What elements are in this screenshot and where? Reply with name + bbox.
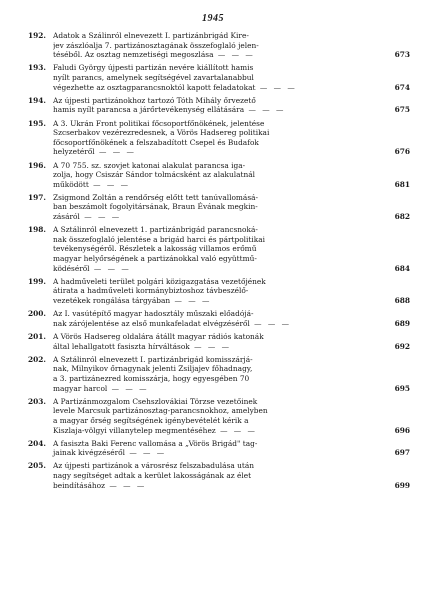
entry-title [53, 355, 384, 393]
entry-page-number: 692 [394, 341, 410, 351]
entry-title-text: nak, Milnyikov őrnagynak jelenti Zsiljajev főhadnagy, [53, 364, 253, 374]
entry-page-number: 688 [394, 296, 410, 305]
entry-title-text: főcsoportfőnökének a felszabadított Csepel és Budafok [53, 137, 259, 147]
toc-entry [28, 161, 410, 190]
entry-title-text: magyar helyőrségének a partizánokkal való együttmű- [53, 254, 257, 264]
entry-title-line [53, 254, 384, 264]
entry-page-number: 682 [394, 212, 410, 222]
entry-title-text: hamis nyílt parancsa a járőrtevékenység ellátására [53, 105, 245, 115]
entry-title-text: nyílt parancs, amelynek segítségével zavartalanabbul [53, 72, 254, 82]
entry-title-line [53, 384, 384, 394]
leader-dashes: — — — [215, 425, 257, 435]
entry-number: 202. [28, 354, 47, 364]
leader-dashes: — — — [105, 480, 147, 490]
entry-title-line [53, 244, 384, 254]
entry-title-line [53, 73, 384, 83]
toc-entry [28, 96, 410, 115]
entry-title-line [53, 332, 384, 342]
leader-dashes: — — — [88, 179, 131, 189]
entry-title-line [53, 471, 384, 481]
leader-dashes: — — — [244, 105, 286, 115]
leader-dashes: — — — [107, 383, 149, 393]
entry-title-text: zolja, hogy Csiszár Sándor tolmácsként az alakulatnál [53, 170, 256, 180]
toc-entry [28, 193, 410, 222]
entry-title [53, 397, 384, 435]
entry-title-line [53, 406, 384, 416]
entry-title [53, 439, 384, 458]
entry-title-line [53, 286, 384, 296]
toc-entry [28, 309, 410, 328]
entry-title-text: A hadműveleti terület polgári közigazgatása vezetőjének [53, 276, 266, 286]
entry-title [53, 96, 384, 115]
entry-number: 201. [28, 331, 47, 341]
entry-page-number: 681 [394, 179, 410, 189]
entry-title-text: a magyar őrség segítségének igénybevételét kérik a [53, 415, 249, 425]
entry-title-line [53, 426, 384, 436]
entry-title-line [53, 105, 384, 115]
entry-page-number: 689 [394, 318, 410, 328]
entry-number: 192. [28, 31, 47, 40]
entry-page-number: 673 [394, 50, 410, 60]
entry-title-text: Adatok a Szálinról elnevezett I. partizánbrigád Kire- [53, 31, 249, 40]
entry-title [53, 461, 384, 490]
entry-title-line [53, 439, 384, 449]
leader-dashes: — — — [79, 212, 122, 222]
entry-title-text: A Sztálinról elnevezett I. partizánbrigád komisszárjá- [53, 354, 253, 364]
entry-title-line [53, 416, 384, 426]
entry-title [53, 332, 384, 351]
toc-entry [28, 31, 410, 60]
entry-title [53, 309, 384, 328]
entry-title-line [53, 397, 384, 407]
toc-entry [28, 461, 410, 490]
leader-dashes: — — — [255, 82, 297, 92]
entry-title-line [53, 225, 384, 235]
entry-title-text: jev zászlóalja 7. partizánosztagának összefoglaló jelen- [53, 40, 259, 50]
entry-title-line [53, 202, 384, 212]
entry-title-line [53, 147, 384, 157]
entry-title-line [53, 296, 384, 306]
entry-number: 200. [28, 309, 47, 319]
entry-title-text: Zsigmond Zoltán a rendőrség előtt tett tanúvallomásá- [53, 192, 259, 202]
leader-dashes: — — — [249, 318, 292, 328]
entry-title-line [53, 119, 384, 129]
entry-page-number: 697 [394, 448, 410, 458]
entry-title-line [53, 448, 384, 458]
entry-title-line [53, 96, 384, 106]
entry-title-text: Faludi György újpesti partizán nevére kiállított hamis [53, 63, 254, 73]
entry-title-text: magyar harcol [53, 383, 108, 393]
entry-title-line [53, 128, 384, 138]
entry-number: 196. [28, 160, 47, 170]
entry-number: 198. [28, 225, 47, 235]
entry-page-number: 696 [394, 425, 410, 435]
entry-title-line [53, 161, 384, 171]
entry-title-text: nak zárójelentése az első munkafeladat elvégzéséről [53, 318, 250, 328]
entry-title [53, 63, 384, 92]
entry-title-text: levele Marcsuk partizánosztag-parancsnokhoz, amelyben [53, 406, 268, 416]
entry-number: 203. [28, 396, 47, 406]
entry-title-text: végezhette az osztagparancsnoktól kapott feladatokat [53, 82, 256, 92]
entry-title [53, 119, 384, 157]
entry-title-text: A 70 755. sz. szovjet katonai alakulat parancsa iga- [53, 160, 246, 170]
entry-title-line [53, 193, 384, 203]
entry-title-line [53, 264, 384, 274]
entry-page-number: 684 [394, 263, 410, 273]
entry-title-line [53, 50, 384, 60]
leader-dashes: — — — [94, 147, 136, 157]
entry-title-text: helyzetéről [53, 147, 95, 157]
toc-entry [28, 332, 410, 351]
entry-title-text: Szcserbakov vezérezredesnek, a Vörös Hadsereg politikai [53, 128, 270, 138]
entry-number: 197. [28, 192, 47, 202]
entry-title-line [53, 63, 384, 73]
page-header-year: 1945 [202, 13, 224, 24]
entry-title-text: A Sztálinról elnevezett 1. partizánbrigád parancsnoká- [53, 225, 258, 235]
entry-title-line [53, 170, 384, 180]
entry-title [53, 277, 384, 306]
toc-entry [28, 277, 410, 306]
entry-title-line [53, 31, 384, 41]
entry-title-line [53, 355, 384, 365]
entry-number: 204. [28, 438, 47, 448]
leader-dashes: — — — [213, 50, 255, 60]
entry-title-line [53, 180, 384, 190]
entry-title-line [53, 138, 384, 148]
entry-title-text: vezetékek rongálása tárgyában [53, 296, 171, 305]
entry-title-text: téséből. Az osztag nemzetiségi megoszlása [53, 50, 214, 60]
entry-title-text: tevékenységéről. Részletek a lakosság villamos erőmű [53, 244, 257, 254]
entry-title [53, 225, 384, 273]
entry-title-text: a 3. partizánezred komisszárja, hogy egyesgében 70 [53, 373, 250, 383]
entry-title-text: ködéséről [53, 263, 90, 273]
toc-entry [28, 439, 410, 458]
entry-title-text: Kiszlaja-völgyi villanytelep megmentéséhez [53, 425, 216, 435]
entry-title-text: nak összefoglaló jelentése a brigád harci és pártpolitikai [53, 234, 265, 244]
leader-dashes: — — — [89, 263, 131, 273]
entry-page-number: 676 [394, 147, 410, 157]
entry-title-text: A Partizánmozgalom Csehszlovákiai Törzse vezetőinek [53, 396, 258, 406]
entry-number: 194. [28, 95, 47, 105]
entry-title-line [53, 277, 384, 287]
entry-title-text: A Vörös Hadsereg oldalára átállt magyar rádiós katonák [53, 331, 264, 341]
entry-title-text: Az újpesti partizánokhoz tartozó Tóth Mihály őrvezető [53, 95, 256, 105]
entry-title-text: A 3. Ukrán Front politikai főcsoportfőnökének, jelentése [53, 118, 265, 128]
leader-dashes: — — — [124, 448, 167, 458]
table-of-contents [28, 31, 410, 494]
entry-title-text: zásáról [53, 212, 80, 222]
entry-title-text: ban beszámolt fogolyitársának, Braun Évának megkin- [53, 202, 258, 212]
entry-title [53, 31, 384, 60]
entry-title-text: működött [53, 179, 89, 189]
toc-entry [28, 225, 410, 273]
entry-page-number: 699 [394, 480, 410, 490]
entry-title-text: A fasiszta Baki Ferenc vallomása a „Vörös Brigád" tag- [53, 438, 258, 448]
entry-title-line [53, 461, 384, 471]
entry-title-line [53, 83, 384, 93]
leader-dashes: — — — [170, 296, 212, 305]
entry-number: 195. [28, 118, 47, 128]
entry-page-number: 695 [394, 383, 410, 393]
entry-number: 199. [28, 276, 47, 286]
entry-title-line [53, 364, 384, 374]
entry-page-number: 675 [394, 105, 410, 115]
toc-entry [28, 397, 410, 435]
entry-title-text: által lehallgatott fasiszta hírváltások [53, 341, 190, 351]
entry-title-text: nagy segítséget adtak a kerület lakosságának az élet [53, 471, 252, 481]
entry-title-line [53, 309, 384, 319]
entry-title-line [53, 41, 384, 51]
entry-title-line [53, 342, 384, 352]
entry-title-line [53, 481, 384, 491]
entry-page-number: 674 [394, 82, 410, 92]
toc-entry [28, 63, 410, 92]
entry-title-text: Az I. vasútépítő magyar hadosztály műszaki előadójá- [53, 309, 254, 319]
entry-title-line [53, 235, 384, 245]
entry-title-text: Az újpesti partizánok a városrész felszabadulása után [53, 461, 255, 471]
entry-number: 205. [28, 461, 47, 471]
entry-title-text: beindításához [53, 480, 106, 490]
toc-entry [28, 119, 410, 157]
entry-title-line [53, 319, 384, 329]
entry-title [53, 193, 384, 222]
toc-entry [28, 355, 410, 393]
entry-number: 193. [28, 63, 47, 73]
entry-title-line [53, 374, 384, 384]
entry-title-text: átirata a hadműveleti kormánybiztoshoz távbeszélő- [53, 286, 249, 296]
entry-title-text: jainak kivégzéséről [53, 448, 125, 458]
entry-title [53, 161, 384, 190]
entry-title-line [53, 212, 384, 222]
leader-dashes: — — — [189, 341, 231, 351]
